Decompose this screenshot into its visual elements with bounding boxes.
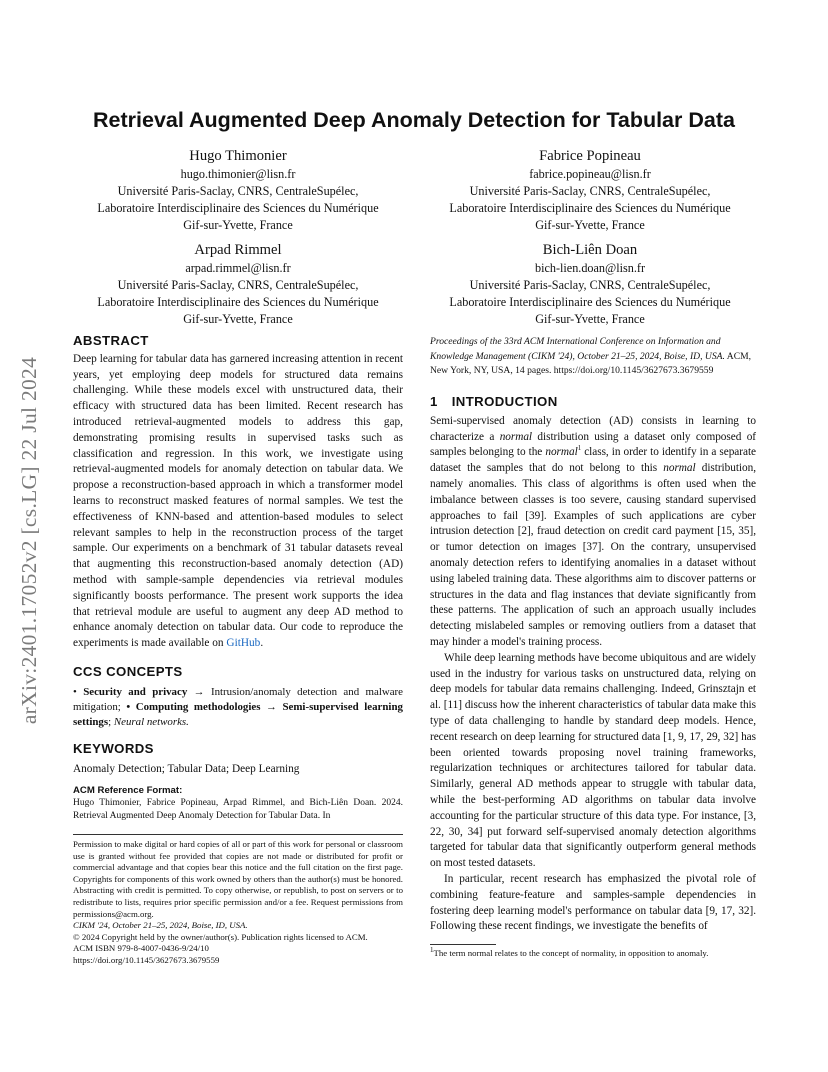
footnote-rule [430,944,496,945]
abstract-text: Deep learning for tabular data has garnered increasing attention in recent years, yet employing deep models for structured data remains challenging. While these models excel with unstructured data, their efficacy with structured data has been limited. Recent research has introduced retrieval-augmented models to address this gap, demonstrating promising results in supervised tasks such as classification and regression. In this work, we investigate using retrieval-augmented models for anomaly detection on tabular data. We propose a reconstruction-based approach in which a transformer model learns to reconstruct masked features of normal samples. We test the effectiveness of KNN-based and attention-based modules to select relevant samples to help in the reconstruction process of the target sample. Our experiments on a benchmark of 31 tabular datasets reveal that augmenting this reconstruction-based anomaly detection (AD) method with sample-sample dependencies via retrieval modules significantly boosts performance. The present work supports the idea that retrieval module are useful to augment any deep AD method to enhance anomaly detection on tabular data. Our code to reproduce the experiments is made available on GitHub. [73,352,403,650]
author-affiliation: Université Paris-Saclay, CNRS, CentraleSupélec, [117,278,359,292]
proceedings-info: Proceedings of the 33rd ACM International Conference on Information and Knowledge Management (CIKM '24), October 21–25, 2024, Boise, ID, USA. ACM, New York, NY, USA, 14 pages. https://doi.org/10.1145/3627673.3679559 [430,336,752,377]
acm-reference [73,784,403,823]
ccs-text: • Security and privacy → Intrusion/anomaly detection and malware mitigation; • Computing methodologies → Semi-supervised learning settings; Neural networks. [73,685,404,728]
author-email: hugo.thimonier@lisn.fr [180,167,296,181]
acm-reference-heading: ACM Reference Format: [73,785,183,796]
author-name: Fabrice Popineau [539,148,641,164]
author-block [425,146,755,234]
conference-info: CIKM '24, October 21–25, 2024, Boise, ID, USA. [73,920,248,931]
intro-paragraph: In particular, recent research has emphasized the pivotal role of combining feature-feature and samples-sample dependencies in fostering deep learning model's performance on tabular data [9, 17, 32]. Following these recent findings, we investigate the benefits of [430,872,756,933]
author-location: Gif-sur-Yvette, France [183,312,293,326]
author-affiliation: Université Paris-Saclay, CNRS, CentraleSupélec, [117,184,359,198]
author-affiliation: Laboratoire Interdisciplinaire des Sciences du Numérique [97,295,379,309]
author-email: bich-lien.doan@lisn.fr [534,261,646,275]
permission-text: Permission to make digital or hard copies of all or part of this work for personal or classroom use is granted without fee provided that copies are not made or distributed for profit or commercial advantage and that copies bear this notice and the full citation on the first page. Copyrights for components of this work owned by others than the author(s) must be honored. Abstracting with credit is permitted. To copy otherwise, or republish, to post on servers or to redistribute to lists, requires prior specific permission and/or a fee. Request permissions from permissions@acm.org. [73,839,403,919]
ccs-section [73,664,403,730]
author-affiliation: Laboratoire Interdisciplinaire des Sciences du Numérique [449,295,731,309]
keywords-text: Anomaly Detection; Tabular Data; Deep Learning [73,762,300,775]
author-location: Gif-sur-Yvette, France [183,218,293,232]
author-affiliation: Laboratoire Interdisciplinaire des Sciences du Numérique [97,201,379,215]
keywords-section [73,741,403,778]
arxiv-id: arXiv:2401.17052v2 [cs.LG] 22 Jul 2024 [17,356,42,724]
author-block [73,146,403,234]
author-email: fabrice.popineau@lisn.fr [529,167,651,181]
author-affiliation: Université Paris-Saclay, CNRS, CentraleSupélec, [469,278,711,292]
acm-reference-text: Hugo Thimonier, Fabrice Popineau, Arpad Rimmel, and Bich-Liên Doan. 2024. Retrieval Augmented Deep Anomaly Detection for Tabular Data. In [73,798,403,821]
intro-paragraph: Semi-supervised anomaly detection (AD) consists in learning to characterize a normal distribution using a dataset only composed of samples belonging to the normal$^1$ class, in order to identify in a separate dataset the samples that do not belong to this normal distribution, namely anomalies. This class of algorithms is often used when the imbalance between classes is too severe, causing standard supervised approaches to fail [39]. Examples of such applications are cyber intrusion detection [2], fraud detection on credit card payment [15, 35], or tumor detection on images [37]. On the contrary, unsupervised anomaly detection refers to identifying anomalies in a dataset without using labeled training data. These algorithms aim to discover patterns or structures in the data and flag instances that deviate significantly from these patterns. The application of such an approach usually includes detecting mislabeled samples or removing outliers from a dataset that may hinder a model's training process. [430,414,757,648]
ccs-heading: CCS CONCEPTS [73,664,183,679]
arxiv-watermark [2,300,58,780]
keywords-heading: KEYWORDS [73,741,154,756]
author-location: Gif-sur-Yvette, France [535,312,645,326]
author-location: Gif-sur-Yvette, France [535,218,645,232]
author-name: Hugo Thimonier [189,148,287,164]
isbn: ACM ISBN 979-8-4007-0436-9/24/10 [73,943,209,954]
author-block [425,240,755,328]
paper-title: Retrieval Augmented Deep Anomaly Detection for Tabular Data [93,108,735,132]
author-email: arpad.rimmel@lisn.fr [185,261,291,275]
footnote-divider [73,834,403,835]
intro-paragraph: While deep learning methods have become ubiquitous and are widely used in the industry for various tasks on unstructured data, relying on deep models for tabular data remains challenging. Indeed, Grinsztajn et al. [11] discuss how the inherent characteristics of tabular data make this type of data challenging to handle by standard deep models. Hence, recent research on deep learning for structured data [1, 9, 17, 29, 32] has been oriented towards proposing novel training frameworks, regularization techniques or architectures tailored for tabular data. Similarly, general AD methods appear to struggle with tabular data, while the best-performing AD algorithms on tabular data involve accounting for the particular structure of this data type. For instance, [3, 22, 30, 34] put forward self-supervised anomaly detection algorithms targeted for tabular data that significantly outperform general methods on most tested datasets. [430,651,756,870]
doi-link[interactable]: https://doi.org/10.1145/3627673.3679559 [73,954,220,965]
permission-notice [73,839,403,967]
abstract-section [73,333,403,652]
author-affiliation: Laboratoire Interdisciplinaire des Sciences du Numérique [449,201,731,215]
github-link[interactable]: GitHub [226,637,261,650]
author-block [73,240,403,328]
author-name: Arpad Rimmel [194,242,282,258]
introduction-heading: 1 INTRODUCTION [430,394,558,409]
copyright-notice: © 2024 Copyright held by the owner/author(s). Publication rights licensed to ACM. [73,931,368,942]
introduction-section [430,394,756,935]
abstract-heading: ABSTRACT [73,333,149,348]
author-affiliation: Université Paris-Saclay, CNRS, CentraleSupélec, [469,184,711,198]
footnote: $^1$The term normal relates to the concept of normality, in opposition to anomaly. [430,946,709,958]
author-name: Bich-Liên Doan [542,242,638,258]
